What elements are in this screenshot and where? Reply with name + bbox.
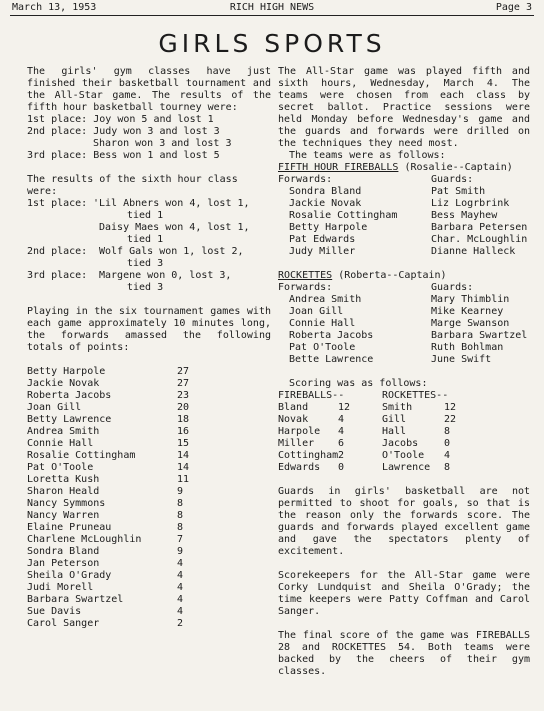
result-row: tied 1: [127, 234, 164, 245]
guards-label: Guards:: [431, 174, 474, 185]
points-row: [27, 582, 271, 594]
roster-row: [278, 294, 530, 306]
player-name: Betty Harpole: [27, 366, 106, 377]
guard-name: Char. McLoughlin: [431, 234, 528, 245]
player-name: Connie Hall: [27, 438, 94, 449]
result-row: tied 3: [127, 282, 164, 293]
points-row: [27, 570, 271, 582]
result-row: tied 1: [127, 210, 164, 221]
forward-name: Jackie Novak: [289, 198, 362, 209]
team-name: ROCKETTES: [278, 270, 333, 281]
guard-name: Ruth Bohlman: [431, 342, 504, 353]
header-rule: [10, 15, 534, 16]
player-points: 7: [177, 534, 184, 545]
roster-row: [278, 210, 530, 222]
rockettes-team: [278, 270, 530, 366]
player-points: 2: [177, 618, 184, 629]
page-title: GIRLS SPORTS: [158, 29, 386, 58]
scorer-points: 8: [444, 462, 451, 473]
player-name: Loretta Kush: [27, 474, 100, 485]
guard-name: Bess Mayhew: [431, 210, 498, 221]
roster-row: [278, 318, 530, 330]
player-name: Roberta Jacobs: [27, 390, 112, 401]
scoring-head: FIREBALLS--: [278, 390, 345, 401]
team-captain: (Rosalie--Captain): [398, 162, 513, 173]
scorer-name: O'Toole: [382, 450, 425, 461]
roster-row: [278, 198, 530, 210]
guard-name: Mary Thimblin: [431, 294, 510, 305]
newspaper-name: RICH HIGH NEWS: [229, 2, 315, 13]
points-table: [27, 366, 271, 630]
scorer-name: Novak: [278, 414, 309, 425]
scoring-row: [278, 426, 530, 438]
player-points: 20: [177, 402, 190, 413]
left-column: [27, 66, 271, 630]
guard-name: Barbara Swartzel: [431, 330, 528, 341]
player-name: Sharon Heald: [27, 486, 100, 497]
player-points: 11: [177, 474, 190, 485]
result-row: 1st place: 'Lil Abners won 4, lost 1,: [27, 198, 250, 209]
forwards-label: Forwards:: [278, 282, 333, 293]
player-name: Elaine Pruneau: [27, 522, 112, 533]
fireballs-roster: [278, 186, 530, 258]
player-points: 27: [177, 366, 190, 377]
guard-name: Mike Kearney: [431, 306, 504, 317]
forward-name: Pat Edwards: [289, 234, 356, 245]
result-row: 2nd place: Judy won 3 and lost 3: [27, 126, 220, 137]
player-points: 4: [177, 582, 184, 593]
scorer-points: 4: [338, 426, 345, 437]
scoring-head: ROCKETTES--: [382, 390, 449, 401]
result-row: tied 3: [127, 258, 164, 269]
forward-name: Roberta Jacobs: [289, 330, 374, 341]
teams-intro: The teams were as follows:: [289, 150, 446, 161]
player-points: 18: [177, 414, 190, 425]
player-name: Barbara Swartzel: [27, 594, 124, 605]
fifth-hour-results: [27, 114, 271, 162]
player-name: Sheila O'Grady: [27, 570, 112, 581]
points-row: [27, 618, 271, 630]
points-row: [27, 378, 271, 390]
forward-name: Rosalie Cottingham: [289, 210, 398, 221]
player-name: Andrea Smith: [27, 426, 100, 437]
player-points: 27: [177, 378, 190, 389]
points-row: [27, 438, 271, 450]
forward-name: Connie Hall: [289, 318, 356, 329]
scorer-name: Harpole: [278, 426, 321, 437]
fireballs-team: [278, 162, 530, 258]
result-row: 3rd place: Bess won 1 and lost 5: [27, 150, 220, 161]
player-name: Nancy Symmons: [27, 498, 106, 509]
scorer-name: Hall: [382, 426, 407, 437]
forward-name: Judy Miller: [289, 246, 356, 257]
result-row: Daisy Maes won 4, lost 1,: [99, 222, 250, 233]
player-points: 8: [177, 522, 184, 533]
scorer-name: Gill: [382, 414, 407, 425]
scorer-name: Edwards: [278, 462, 321, 473]
sixth-hour-results: [27, 198, 271, 294]
result-row: 1st place: Joy won 5 and lost 1: [27, 114, 214, 125]
final-score-paragraph: The final score of the game was FIREBALLS 28 and ROCKETTES 54. Both teams were backed by the cheers of their gym classes.: [278, 630, 530, 677]
right-column: [278, 66, 530, 678]
intro-paragraph: The girls' gym classes have just finished their basketball tournament and the All-Star game. The results of the fifth hour basketball tourney were:: [27, 66, 271, 113]
scorer-points: 2: [338, 450, 345, 461]
player-name: Rosalie Cottingham: [27, 450, 136, 461]
roster-row: [278, 246, 530, 258]
forward-name: Joan Gill: [289, 306, 344, 317]
player-points: 4: [177, 558, 184, 569]
guard-name: Marge Swanson: [431, 318, 510, 329]
points-row: [27, 414, 271, 426]
points-row: [27, 606, 271, 618]
player-points: 15: [177, 438, 190, 449]
points-row: [27, 486, 271, 498]
forward-name: Andrea Smith: [289, 294, 362, 305]
scorer-points: 4: [444, 450, 451, 461]
scoring-row: [278, 402, 530, 414]
scorer-name: Cottingham: [278, 450, 339, 461]
team-name: FIFTH HOUR FIREBALLS: [278, 162, 399, 173]
forward-name: Betty Harpole: [289, 222, 368, 233]
roster-row: [278, 186, 530, 198]
scorer-name: Smith: [382, 402, 413, 413]
guards-label: Guards:: [431, 282, 474, 293]
points-row: [27, 546, 271, 558]
guard-name: June Swift: [431, 354, 492, 365]
player-name: Jan Peterson: [27, 558, 100, 569]
player-points: 4: [177, 594, 184, 605]
player-points: 23: [177, 390, 190, 401]
scorer-points: 6: [338, 438, 345, 449]
issue-date: March 13, 1953: [12, 2, 97, 13]
player-name: Betty Lawrence: [27, 414, 112, 425]
scoring-row: [278, 414, 530, 426]
player-name: Carol Sanger: [27, 618, 100, 629]
forwards-label: Forwards:: [278, 174, 333, 185]
player-points: 16: [177, 426, 190, 437]
points-row: [27, 522, 271, 534]
scorer-points: 0: [444, 438, 451, 449]
points-row: [27, 558, 271, 570]
scoring-table: [278, 390, 530, 474]
team-captain: (Roberta--Captain): [332, 270, 447, 281]
points-row: [27, 462, 271, 474]
points-row: [27, 390, 271, 402]
player-name: Jackie Novak: [27, 378, 100, 389]
forward-name: Pat O'Toole: [289, 342, 356, 353]
points-intro: Playing in the six tournament games with each game approximately 10 minutes long, the forwards amassed the following totals of points:: [27, 306, 271, 353]
player-points: 9: [177, 486, 184, 497]
points-row: [27, 534, 271, 546]
scorer-points: 12: [444, 402, 457, 413]
scoring-row: [278, 438, 530, 450]
scorer-points: 4: [338, 414, 345, 425]
points-row: [27, 366, 271, 378]
player-points: 14: [177, 462, 190, 473]
result-row: Sharon won 3 and lost 3: [93, 138, 232, 149]
player-points: 8: [177, 498, 184, 509]
allstar-paragraph: The All-Star game was played fifth and sixth hours, Wednesday, March 4. The teams were chosen from each class by secret ballot. Practice sessions were held Monday before Wednesday's game and the guards and forwards were drilled on the techniques they need most.: [278, 66, 530, 149]
scoring-intro: Scoring was as follows:: [289, 378, 428, 389]
roster-row: [278, 234, 530, 246]
scorer-points: 12: [338, 402, 351, 413]
player-points: 4: [177, 570, 184, 581]
player-name: Pat O'Toole: [27, 462, 94, 473]
roster-row: [278, 342, 530, 354]
player-name: Joan Gill: [27, 402, 82, 413]
forward-name: Sondra Bland: [289, 186, 362, 197]
scorekeepers-paragraph: Scorekeepers for the All-Star game were Corky Lundquist and Sheila O'Grady; the time keepers were Patty Coffman and Carol Sanger.: [278, 570, 530, 617]
scorer-name: Lawrence: [382, 462, 431, 473]
result-row: 3rd place: Margene won 0, lost 3,: [27, 270, 232, 281]
player-name: Sondra Bland: [27, 546, 100, 557]
page-number: Page 3: [495, 2, 532, 13]
result-row: 2nd place: Wolf Gals won 1, lost 2,: [27, 246, 244, 257]
scorer-points: 8: [444, 426, 451, 437]
scoring-row: [278, 462, 530, 474]
guards-note: Guards in girls' basketball are not permitted to shoot for goals, so that is the reason only the forwards score. The guards and forwards played excellent game and gave the spectators plenty of excitement.: [278, 486, 530, 557]
player-name: Charlene McLoughlin: [27, 534, 142, 545]
scorer-points: 0: [338, 462, 345, 473]
player-points: 4: [177, 606, 184, 617]
scorer-name: Bland: [278, 402, 309, 413]
guard-name: Dianne Halleck: [431, 246, 516, 257]
points-row: [27, 402, 271, 414]
points-row: [27, 426, 271, 438]
scoring-row: [278, 450, 530, 462]
player-points: 8: [177, 510, 184, 521]
points-row: [27, 498, 271, 510]
guard-name: Barbara Petersen: [431, 222, 528, 233]
scorer-name: Miller: [278, 438, 315, 449]
points-row: [27, 510, 271, 522]
player-points: 14: [177, 450, 190, 461]
player-name: Sue Davis: [27, 606, 82, 617]
rockettes-roster: [278, 294, 530, 366]
points-row: [27, 594, 271, 606]
page-header: [12, 2, 532, 15]
guard-name: Pat Smith: [431, 186, 486, 197]
roster-row: [278, 222, 530, 234]
forward-name: Bette Lawrence: [289, 354, 374, 365]
roster-row: [278, 330, 530, 342]
player-name: Judi Morell: [27, 582, 94, 593]
guard-name: Liz Logrbrink: [431, 198, 510, 209]
roster-row: [278, 354, 530, 366]
roster-row: [278, 306, 530, 318]
player-name: Nancy Warren: [27, 510, 100, 521]
player-points: 9: [177, 546, 184, 557]
points-row: [27, 474, 271, 486]
points-row: [27, 450, 271, 462]
scorer-points: 22: [444, 414, 457, 425]
sixth-hour-intro: The results of the sixth hour class were:: [27, 174, 238, 197]
scorer-name: Jacobs: [382, 438, 419, 449]
